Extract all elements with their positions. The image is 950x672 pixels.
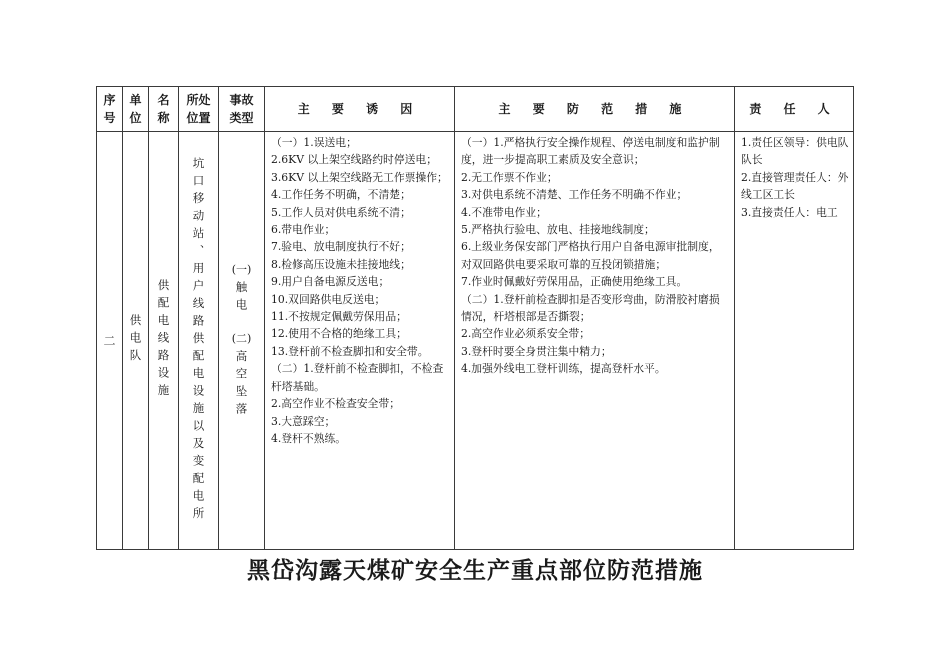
header-row [97, 87, 854, 132]
measure-item: 4.加强外线电工登杆训练，提高登杆水平。 [461, 362, 666, 376]
cause-item: 3.大意踩空； [271, 414, 336, 428]
cell-name: 供配电线路设施 [149, 132, 179, 550]
safety-measures-table [96, 86, 854, 550]
measure-item: 3.登杆时要全身贯注集中精力； [461, 344, 612, 358]
header-location: 所处 位置 [179, 87, 219, 132]
cause-item: 12.使用不合格的绝缘工具； [271, 327, 407, 341]
cause-item: 7.验电、放电制度执行不好； [271, 240, 411, 254]
cause-item: （一）1.误送电； [271, 136, 357, 149]
measure-item: （二）1.登杆前检查脚扣是否变形弯曲，防滑胶衬磨损情况，杆塔根部是否撕裂； [461, 292, 720, 324]
cause-item: 5.工作人员对供电系统不清； [271, 205, 411, 219]
header-name: 名 称 [149, 87, 179, 132]
header-seq: 序 号 [97, 87, 123, 132]
header-causes: 主 要 诱 因 [265, 87, 455, 132]
cause-item: 13.登杆前不检查脚扣和安全带。 [271, 344, 429, 358]
cell-accident-type [219, 132, 265, 550]
cause-item: 4.登杆不熟练。 [271, 431, 347, 445]
measure-item: 4.不准带电作业； [461, 205, 547, 219]
measure-item: 2.无工作票不作业； [461, 170, 558, 184]
cell-unit: 供电队 [123, 132, 149, 550]
measure-item: （一）1.严格执行安全操作规程、停送电制度和监护制度，进一步提高职工素质及安全意识； [461, 136, 720, 167]
header-responsible: 责 任 人 [735, 87, 854, 132]
responsible-list [735, 132, 853, 225]
cause-item: 2.6KV 以上架空线路约时停送电； [271, 153, 438, 167]
cell-seq: 二 [97, 132, 123, 550]
measure-item: 2.高空作业必须系安全带； [461, 327, 591, 341]
cause-item: 2.高空作业不检查安全带； [271, 397, 401, 411]
header-measures: 主 要 防 范 措 施 [455, 87, 735, 132]
responsible-item: 3.直接责任人：电工 [741, 205, 838, 219]
measure-item: 7.作业时佩戴好劳保用品，正确使用绝缘工具。 [461, 275, 688, 289]
header-unit: 单 位 [123, 87, 149, 132]
document-title: 黑岱沟露天煤矿安全生产重点部位防范措施 [247, 558, 703, 584]
header-accident-type: 事故 类型 [219, 87, 265, 132]
cause-item: 8.检修高压设施未挂接地线； [271, 257, 411, 271]
measures-list [455, 132, 734, 382]
cause-item: 11.不按规定佩戴劳保用品； [271, 310, 407, 324]
table-row [97, 132, 854, 550]
cell-responsible [735, 132, 854, 550]
cause-item: 9.用户自备电源反送电； [271, 275, 390, 289]
cause-item: 10.双回路供电反送电； [271, 292, 386, 306]
cause-item: 6.带电作业； [271, 223, 336, 237]
measure-item: 5.严格执行验电、放电、挂接地线制度； [461, 223, 655, 237]
cause-item: 3.6KV 以上架空线路无工作票操作； [271, 170, 448, 184]
cell-causes [265, 132, 455, 550]
causes-list [265, 132, 454, 451]
accident-type-fall-from-height: (二) 高空坠落 [231, 332, 252, 420]
cause-item: 4.工作任务不明确，不清楚； [271, 188, 411, 202]
responsible-item: 2.直接管理责任人：外线工区工长 [741, 170, 849, 202]
cell-location: 坑口移动站、用户线路供配电设施以及变配电所 [179, 132, 219, 550]
measure-item: 3.对供电系统不清楚、工作任务不明确不作业； [461, 188, 688, 202]
accident-type-electric-shock: (一) 触电 [231, 263, 252, 316]
measure-item: 6.上级业务保安部门严格执行用户自备电源审批制度，对双回路供电要采取可靠的互投闭锁措施； [461, 240, 720, 271]
responsible-item: 1.责任区领导：供电队队长 [741, 136, 849, 167]
cause-item: （二）1.登杆前不检查脚扣，不检查杆塔基础。 [271, 362, 444, 393]
cell-measures [455, 132, 735, 550]
